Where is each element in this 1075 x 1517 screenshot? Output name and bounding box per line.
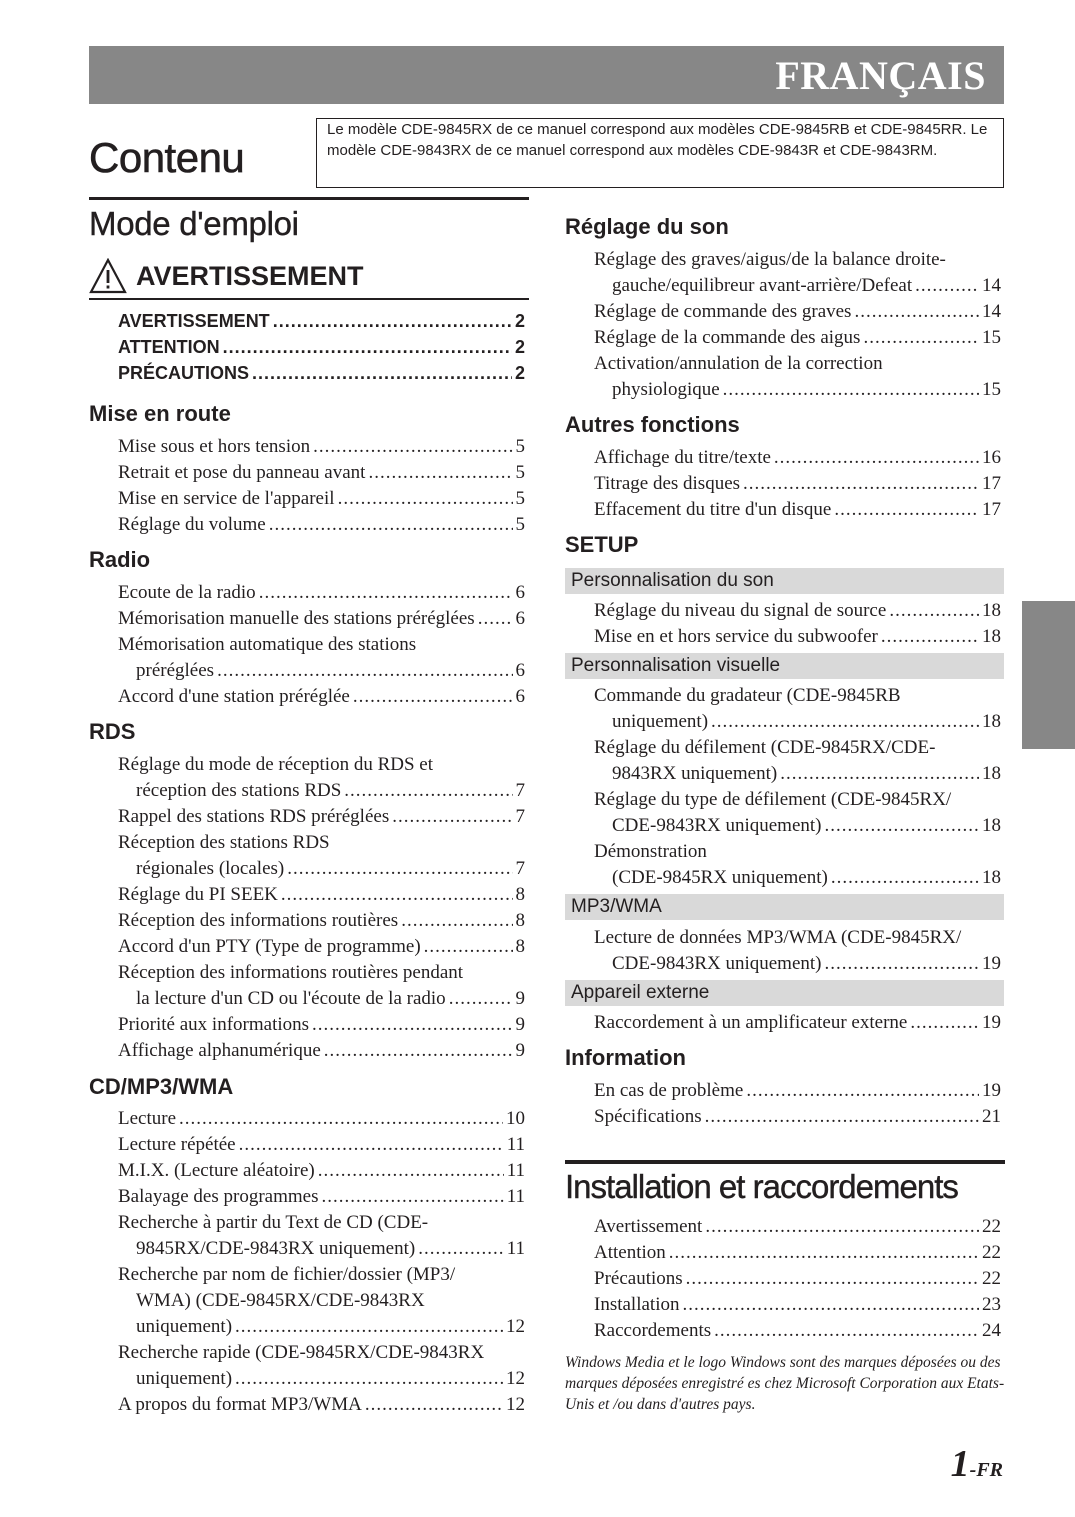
toc-leader-dots bbox=[834, 499, 979, 521]
toc-entry-page: 18 bbox=[982, 711, 1001, 732]
toc-entry[interactable] bbox=[612, 707, 1001, 733]
subsection-band-perso-visuelle: Personnalisation visuelle bbox=[565, 653, 1004, 679]
toc-entry-page: 9 bbox=[515, 1014, 525, 1035]
toc-entry[interactable] bbox=[118, 358, 525, 384]
installation-heading: Installation et raccordements bbox=[565, 1168, 958, 1205]
toc-entry-label: Priorité aux informations bbox=[118, 1014, 310, 1035]
toc-entry-label: Réglage du volume bbox=[118, 514, 266, 535]
toc-entry-label: uniquement) bbox=[136, 1368, 233, 1389]
toc-entry-page: 12 bbox=[506, 1368, 525, 1389]
toc-leader-dots bbox=[705, 1106, 979, 1128]
toc-leader-dots bbox=[273, 310, 512, 332]
toc-entry[interactable] bbox=[118, 906, 525, 932]
toc-leader-dots bbox=[714, 1320, 979, 1342]
toc-entry-label: Attention bbox=[594, 1242, 666, 1263]
toc-entry-label: préréglées bbox=[136, 660, 215, 681]
toc-entry-label: Réception des informations routières bbox=[118, 910, 399, 931]
toc-entry-page: 5 bbox=[515, 436, 525, 457]
toc-entry-page: 12 bbox=[506, 1316, 525, 1337]
toc-entry[interactable] bbox=[118, 458, 525, 484]
section-heading-rds: RDS bbox=[89, 719, 136, 744]
toc-entry-page: 15 bbox=[982, 379, 1001, 400]
toc-leader-dots bbox=[825, 953, 979, 975]
toc-entry-page: 23 bbox=[982, 1294, 1001, 1315]
model-note: Le modèle CDE-9845RX de ce manuel correspond aux modèles CDE-9845RB et CDE-9845RR. Le modèle CDE-9843RX de ce manuel correspond aux modèles CDE-9843R et CDE-9843RM. bbox=[316, 118, 1004, 188]
toc-entry-page: 18 bbox=[982, 763, 1001, 784]
toc-entry[interactable] bbox=[118, 1390, 525, 1416]
toc-leader-dots bbox=[774, 447, 979, 469]
toc-leader-dots bbox=[281, 884, 513, 906]
toc-entry-page: 14 bbox=[982, 301, 1001, 322]
toc-entry-label: PRÉCAUTIONS bbox=[118, 363, 250, 383]
section-heading-reglage-son: Réglage du son bbox=[565, 214, 729, 239]
toc-entry[interactable] bbox=[594, 1238, 1001, 1264]
toc-entry-label: Mémorisation manuelle des stations préréglées bbox=[118, 608, 475, 629]
toc-entry-page: 19 bbox=[982, 1012, 1001, 1033]
toc-entry-page: 8 bbox=[515, 884, 525, 905]
toc-leader-dots bbox=[478, 608, 513, 630]
toc-leader-dots bbox=[418, 1238, 504, 1260]
toc-entry-page: 9 bbox=[515, 988, 525, 1009]
toc-entry-label: Mise en service de l'appareil bbox=[118, 488, 335, 509]
toc-leader-dots bbox=[910, 1012, 979, 1034]
language-banner bbox=[89, 46, 1004, 104]
toc-entry[interactable] bbox=[594, 1076, 1001, 1102]
toc-entry-page: 22 bbox=[982, 1268, 1001, 1289]
page-title: Contenu bbox=[89, 134, 245, 181]
toc-entry-line[interactable]: Réception des informations routières pendant bbox=[118, 962, 464, 983]
side-thumb-tab bbox=[1022, 601, 1075, 749]
warning-heading bbox=[89, 258, 364, 294]
toc-entry[interactable] bbox=[118, 332, 525, 358]
toc-entry-label: Rappel des stations RDS préréglées bbox=[118, 806, 390, 827]
toc-entry-label: CDE-9843RX uniquement) bbox=[612, 953, 822, 974]
toc-leader-dots bbox=[217, 660, 512, 682]
subsection-band-appareil-externe: Appareil externe bbox=[565, 980, 1004, 1006]
toc-leader-dots bbox=[854, 301, 979, 323]
toc-entry-line[interactable]: Réglage des graves/aigus/de la balance droite- bbox=[594, 249, 946, 270]
toc-entry[interactable] bbox=[594, 1102, 1001, 1128]
toc-entry[interactable] bbox=[136, 656, 525, 682]
toc-entry[interactable] bbox=[118, 306, 525, 332]
warning-rule bbox=[89, 298, 529, 300]
toc-entry-page: 11 bbox=[506, 1160, 525, 1181]
toc-entry-page: 21 bbox=[982, 1106, 1001, 1127]
toc-entry-page: 8 bbox=[515, 936, 525, 957]
toc-entry[interactable] bbox=[136, 1364, 525, 1390]
toc-entry-page: 7 bbox=[515, 806, 525, 827]
toc-entry[interactable] bbox=[612, 271, 1001, 297]
toc-entry-label: la lecture d'un CD ou l'écoute de la radio bbox=[136, 988, 446, 1009]
toc-entry-page: 18 bbox=[982, 600, 1001, 621]
toc-entry-page: 19 bbox=[982, 953, 1001, 974]
section-heading-radio: Radio bbox=[89, 547, 151, 572]
toc-entry[interactable] bbox=[136, 1312, 525, 1338]
page-number bbox=[951, 1444, 1003, 1490]
toc-entry[interactable] bbox=[118, 880, 525, 906]
toc-leader-dots bbox=[831, 867, 979, 889]
toc-leader-dots bbox=[318, 1160, 504, 1182]
section-rule bbox=[89, 197, 529, 200]
mode-emploi-heading: Mode d'emploi bbox=[89, 205, 299, 242]
toc-leader-dots bbox=[881, 626, 979, 648]
toc-entry[interactable] bbox=[594, 495, 1001, 521]
toc-leader-dots bbox=[401, 910, 512, 932]
toc-entry-page: 2 bbox=[514, 337, 525, 357]
toc-leader-dots bbox=[353, 686, 513, 708]
toc-leader-dots bbox=[223, 336, 512, 358]
toc-entry[interactable] bbox=[118, 604, 525, 630]
toc-entry[interactable] bbox=[594, 1290, 1001, 1316]
toc-entry[interactable] bbox=[612, 375, 1001, 401]
toc-leader-dots bbox=[287, 858, 512, 880]
toc-leader-dots bbox=[313, 436, 512, 458]
toc-entry-label: Lecture bbox=[118, 1108, 177, 1129]
toc-leader-dots bbox=[424, 936, 513, 958]
toc-leader-dots bbox=[746, 1080, 979, 1102]
toc-entry-line[interactable]: Commande du gradateur (CDE-9845RB bbox=[594, 685, 901, 706]
toc-entry-page: 2 bbox=[514, 363, 525, 383]
toc-entry-label: uniquement) bbox=[612, 711, 709, 732]
toc-entry-label: Affichage du titre/texte bbox=[594, 447, 771, 468]
warning-triangle-icon bbox=[89, 258, 127, 294]
toc-entry-page: 11 bbox=[506, 1186, 525, 1207]
toc-entry-line[interactable]: Recherche rapide (CDE-9845RX/CDE-9843RX bbox=[118, 1342, 485, 1363]
toc-entry-label: Mise sous et hors tension bbox=[118, 436, 311, 457]
toc-leader-dots bbox=[392, 806, 512, 828]
toc-entry[interactable] bbox=[612, 863, 1001, 889]
toc-entry-page: 22 bbox=[982, 1242, 1001, 1263]
section-heading-cd-mp3-wma: CD/MP3/WMA bbox=[89, 1074, 234, 1099]
toc-entry[interactable] bbox=[136, 1234, 525, 1260]
toc-entry[interactable] bbox=[118, 802, 525, 828]
toc-entry-page: 17 bbox=[982, 499, 1001, 520]
toc-entry-page: 6 bbox=[515, 608, 525, 629]
toc-entry[interactable] bbox=[594, 1008, 1001, 1034]
toc-entry-label: Réglage de la commande des aigus bbox=[594, 327, 861, 348]
toc-leader-dots bbox=[365, 1394, 503, 1416]
toc-entry-label: Titrage des disques bbox=[594, 473, 741, 494]
toc-entry[interactable] bbox=[594, 323, 1001, 349]
trademark-footnote: Windows Media et le logo Windows sont des marques déposées ou des marques déposées enregistré es chez Microsoft Corporation aux Etats-Unis et /ou dans d'autres pays. bbox=[565, 1354, 1005, 1413]
toc-entry[interactable] bbox=[118, 432, 525, 458]
toc-leader-dots bbox=[743, 473, 979, 495]
toc-entry-label: Mise en et hors service du subwoofer bbox=[594, 626, 878, 647]
toc-entry[interactable] bbox=[594, 443, 1001, 469]
toc-entry[interactable] bbox=[612, 949, 1001, 975]
toc-entry[interactable] bbox=[594, 1212, 1001, 1238]
toc-entry-label: Effacement du titre d'un disque bbox=[594, 499, 832, 520]
toc-entry-page: 16 bbox=[982, 447, 1001, 468]
toc-entry-page: 7 bbox=[515, 858, 525, 879]
section-heading-autres-fonctions: Autres fonctions bbox=[565, 412, 740, 437]
toc-entry-line[interactable]: WMA) (CDE-9845RX/CDE-9843RX bbox=[136, 1290, 425, 1311]
toc-entry-label: Réglage du PI SEEK bbox=[118, 884, 278, 905]
toc-leader-dots bbox=[235, 1316, 503, 1338]
toc-leader-dots bbox=[252, 362, 512, 384]
toc-entry-label: Ecoute de la radio bbox=[118, 582, 256, 603]
toc-entry[interactable] bbox=[136, 776, 525, 802]
toc-entry-page: 5 bbox=[515, 488, 525, 509]
toc-entry-label: (CDE-9845RX uniquement) bbox=[612, 867, 828, 888]
toc-entry-line[interactable]: Mémorisation automatique des stations bbox=[118, 634, 417, 655]
toc-entry[interactable] bbox=[118, 1182, 525, 1208]
toc-entry[interactable] bbox=[594, 1316, 1001, 1342]
toc-entry-label: physiologique bbox=[612, 379, 720, 400]
toc-entry[interactable] bbox=[136, 854, 525, 880]
toc-entry-page: 17 bbox=[982, 473, 1001, 494]
toc-entry-label: Accord d'un PTY (Type de programme) bbox=[118, 936, 421, 957]
toc-entry-label: Affichage alphanumérique bbox=[118, 1040, 321, 1061]
toc-entry-label: Retrait et pose du panneau avant bbox=[118, 462, 366, 483]
toc-entry-page: 12 bbox=[506, 1394, 525, 1415]
toc-entry-label: Raccordements bbox=[594, 1320, 712, 1341]
installation-rule bbox=[565, 1160, 1005, 1164]
toc-entry-label: A propos du format MP3/WMA bbox=[118, 1394, 362, 1415]
toc-entry[interactable] bbox=[118, 484, 525, 510]
toc-entry-page: 15 bbox=[982, 327, 1001, 348]
toc-entry-label: En cas de problème bbox=[594, 1080, 744, 1101]
toc-entry-line[interactable]: Activation/annulation de la correction bbox=[594, 353, 883, 374]
toc-entry[interactable] bbox=[594, 1264, 1001, 1290]
toc-entry-page: 11 bbox=[506, 1238, 525, 1259]
toc-leader-dots bbox=[705, 1216, 979, 1238]
toc-entry[interactable] bbox=[612, 811, 1001, 837]
toc-entry-label: Spécifications bbox=[594, 1106, 702, 1127]
toc-entry-page: 10 bbox=[506, 1108, 525, 1129]
language-label: FRANÇAIS bbox=[775, 53, 986, 98]
toc-leader-dots bbox=[889, 600, 979, 622]
toc-leader-dots bbox=[863, 327, 979, 349]
toc-leader-dots bbox=[449, 988, 513, 1010]
toc-entry[interactable] bbox=[118, 1036, 525, 1062]
toc-entry[interactable] bbox=[118, 510, 525, 536]
toc-leader-dots bbox=[723, 379, 979, 401]
toc-entry-page: 22 bbox=[982, 1216, 1001, 1237]
toc-leader-dots bbox=[269, 514, 513, 536]
toc-entry-page: 24 bbox=[982, 1320, 1001, 1341]
toc-leader-dots bbox=[780, 763, 979, 785]
toc-entry-page: 7 bbox=[515, 780, 525, 801]
toc-leader-dots bbox=[669, 1242, 979, 1264]
toc-entry-page: 14 bbox=[982, 275, 1001, 296]
toc-entry[interactable] bbox=[118, 682, 525, 708]
toc-entry[interactable] bbox=[118, 932, 525, 958]
toc-entry[interactable] bbox=[118, 1104, 525, 1130]
toc-leader-dots bbox=[259, 582, 513, 604]
section-heading-mise-en-route: Mise en route bbox=[89, 401, 231, 426]
toc-entry-label: Accord d'une station préréglée bbox=[118, 686, 350, 707]
toc-leader-dots bbox=[711, 711, 979, 733]
toc-leader-dots bbox=[338, 488, 513, 510]
toc-entry-label: gauche/equilibreur avant-arrière/Defeat bbox=[612, 275, 913, 296]
toc-entry[interactable] bbox=[594, 469, 1001, 495]
toc-entry-page: 18 bbox=[982, 626, 1001, 647]
page-number-value: 1 bbox=[950, 1443, 970, 1485]
subsection-band-perso-son: Personnalisation du son bbox=[565, 568, 1004, 594]
toc-entry[interactable] bbox=[118, 1010, 525, 1036]
toc-entry-label: Installation bbox=[594, 1294, 680, 1315]
toc-entry-line[interactable]: Recherche par nom de fichier/dossier (MP3/ bbox=[118, 1264, 456, 1285]
toc-entry[interactable] bbox=[136, 984, 525, 1010]
toc-entry-line[interactable]: Lecture de données MP3/WMA (CDE-9845RX/ bbox=[594, 927, 962, 948]
toc-entry[interactable] bbox=[594, 622, 1001, 648]
toc-entry-label: Réglage du niveau du signal de source bbox=[594, 600, 887, 621]
warning-heading-label: AVERTISSEMENT bbox=[136, 260, 364, 291]
toc-entry-label: 9843RX uniquement) bbox=[612, 763, 778, 784]
toc-entry-page: 19 bbox=[982, 1080, 1001, 1101]
toc-entry-page: 6 bbox=[515, 686, 525, 707]
toc-entry-label: régionales (locales) bbox=[136, 858, 285, 879]
toc-leader-dots bbox=[368, 462, 512, 484]
toc-entry[interactable] bbox=[594, 297, 1001, 323]
toc-entry[interactable] bbox=[118, 578, 525, 604]
toc-entry-page: 6 bbox=[515, 582, 525, 603]
toc-entry-label: CDE-9843RX uniquement) bbox=[612, 815, 822, 836]
toc-entry-line[interactable]: Réglage du type de défilement (CDE-9845RX/ bbox=[594, 789, 952, 810]
toc-entry-label: réception des stations RDS bbox=[136, 780, 342, 801]
toc-entry-page: 11 bbox=[506, 1134, 525, 1155]
toc-entry-label: AVERTISSEMENT bbox=[118, 311, 270, 331]
toc-entry-label: Lecture répétée bbox=[118, 1134, 236, 1155]
section-heading-setup: SETUP bbox=[565, 532, 639, 557]
toc-entry-page: 5 bbox=[515, 514, 525, 535]
toc-entry-page: 9 bbox=[515, 1040, 525, 1061]
toc-leader-dots bbox=[682, 1294, 979, 1316]
toc-leader-dots bbox=[344, 780, 512, 802]
toc-leader-dots bbox=[825, 815, 979, 837]
toc-entry[interactable] bbox=[118, 1130, 525, 1156]
toc-entry[interactable] bbox=[118, 1156, 525, 1182]
section-heading-information: Information bbox=[565, 1045, 686, 1070]
toc-leader-dots bbox=[324, 1040, 513, 1062]
toc-entry-page: 18 bbox=[982, 815, 1001, 836]
toc-entry-label: Réglage de commande des graves bbox=[594, 301, 852, 322]
toc-entry-line[interactable]: Démonstration bbox=[594, 841, 707, 862]
toc-entry-page: 2 bbox=[514, 311, 525, 331]
toc-entry-line[interactable]: Réception des stations RDS bbox=[118, 832, 330, 853]
toc-entry-label: Balayage des programmes bbox=[118, 1186, 319, 1207]
toc-leader-dots bbox=[321, 1186, 503, 1208]
toc-entry-page: 6 bbox=[515, 660, 525, 681]
toc-entry-label: uniquement) bbox=[136, 1316, 233, 1337]
toc-entry-label: Précautions bbox=[594, 1268, 683, 1289]
toc-entry-line[interactable]: Recherche à partir du Text de CD (CDE- bbox=[118, 1212, 429, 1233]
toc-entry[interactable] bbox=[612, 759, 1001, 785]
toc-entry-label: M.I.X. (Lecture aléatoire) bbox=[118, 1160, 315, 1181]
toc-leader-dots bbox=[235, 1368, 503, 1390]
subsection-band-mp3-wma: MP3/WMA bbox=[565, 894, 1004, 920]
toc-entry-line[interactable]: Réglage du défilement (CDE-9845RX/CDE- bbox=[594, 737, 936, 758]
toc-entry-label: ATTENTION bbox=[118, 337, 220, 357]
toc-entry-page: 5 bbox=[515, 462, 525, 483]
toc-leader-dots bbox=[686, 1268, 979, 1290]
toc-leader-dots bbox=[915, 275, 979, 297]
toc-leader-dots bbox=[239, 1134, 504, 1156]
toc-entry-label: 9845RX/CDE-9843RX uniquement) bbox=[136, 1238, 416, 1259]
toc-entry-label: Raccordement à un amplificateur externe bbox=[594, 1012, 908, 1033]
toc-entry[interactable] bbox=[594, 596, 1001, 622]
toc-entry-label: Avertissement bbox=[594, 1216, 703, 1237]
page-number-suffix: -FR bbox=[969, 1459, 1003, 1481]
toc-entry-page: 8 bbox=[515, 910, 525, 931]
toc-entry-page: 18 bbox=[982, 867, 1001, 888]
toc-leader-dots bbox=[312, 1014, 512, 1036]
toc-entry-line[interactable]: Réglage du mode de réception du RDS et bbox=[118, 754, 434, 775]
toc-leader-dots bbox=[179, 1108, 503, 1130]
